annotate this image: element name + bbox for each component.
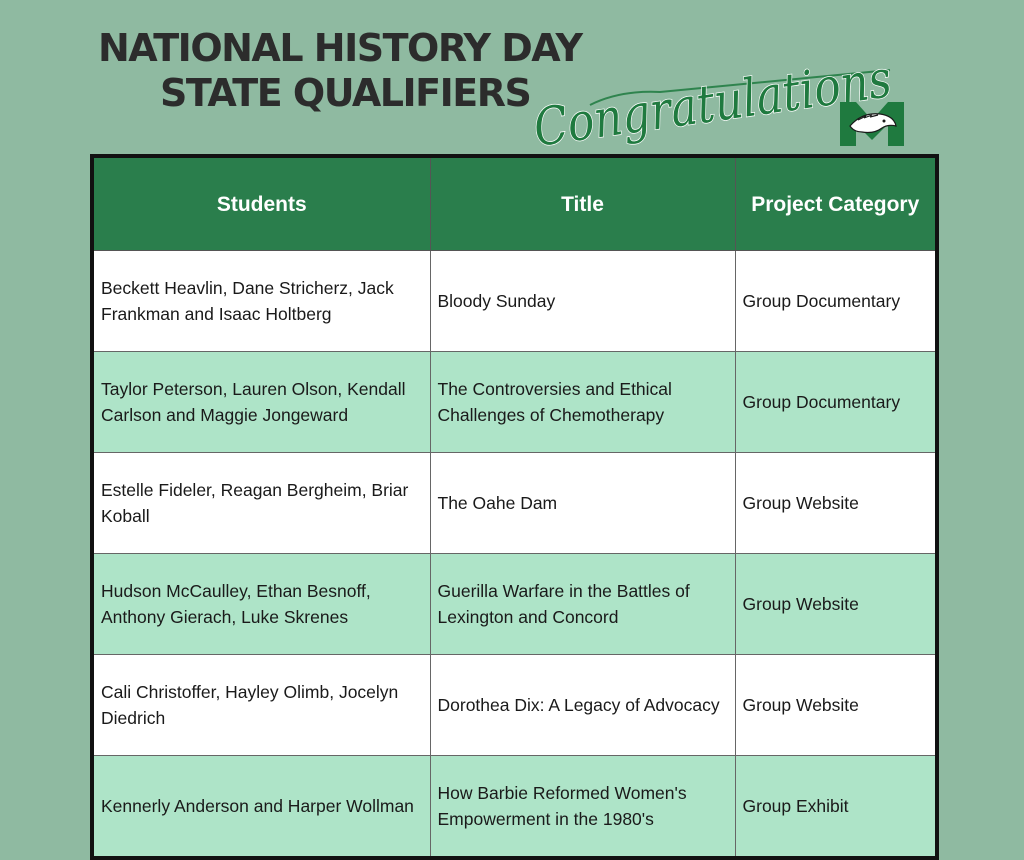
students-cell: Kennerly Anderson and Harper Wollman bbox=[92, 756, 430, 859]
students-cell: Hudson McCaulley, Ethan Besnoff, Anthony Gierach, Luke Skrenes bbox=[92, 554, 430, 655]
school-logo bbox=[838, 100, 906, 148]
table-row bbox=[92, 251, 937, 352]
category-cell: Group Exhibit bbox=[735, 756, 937, 859]
qualifiers-table bbox=[90, 154, 939, 860]
category-cell: Group Website bbox=[735, 554, 937, 655]
students-cell: Taylor Peterson, Lauren Olson, Kendall Carlson and Maggie Jongeward bbox=[92, 352, 430, 453]
header-title: Title bbox=[430, 156, 735, 251]
table-row bbox=[92, 453, 937, 554]
title-cell: Dorothea Dix: A Legacy of Advocacy bbox=[430, 655, 735, 756]
table-row bbox=[92, 554, 937, 655]
category-cell: Group Website bbox=[735, 655, 937, 756]
heading-line-2: STATE QUALIFIERS bbox=[160, 71, 531, 115]
students-cell: Beckett Heavlin, Dane Stricherz, Jack Frankman and Isaac Holtberg bbox=[92, 251, 430, 352]
title-cell: Guerilla Warfare in the Battles of Lexington and Concord bbox=[430, 554, 735, 655]
title-cell: How Barbie Reformed Women's Empowerment in the 1980's bbox=[430, 756, 735, 859]
header-project-category: Project Category bbox=[735, 156, 937, 251]
title-cell: The Oahe Dam bbox=[430, 453, 735, 554]
table-row bbox=[92, 352, 937, 453]
table-header-row bbox=[92, 156, 937, 251]
category-cell: Group Documentary bbox=[735, 352, 937, 453]
table-row bbox=[92, 756, 937, 859]
title-cell: The Controversies and Ethical Challenges of Chemotherapy bbox=[430, 352, 735, 453]
heading-line-1: NATIONAL HISTORY DAY bbox=[98, 26, 582, 70]
students-cell: Estelle Fideler, Reagan Bergheim, Briar Koball bbox=[92, 453, 430, 554]
congratulations-text: Congratulations bbox=[530, 40, 960, 159]
table-row bbox=[92, 655, 937, 756]
category-cell: Group Website bbox=[735, 453, 937, 554]
students-cell: Cali Christoffer, Hayley Olimb, Jocelyn Diedrich bbox=[92, 655, 430, 756]
title-cell: Bloody Sunday bbox=[430, 251, 735, 352]
category-cell: Group Documentary bbox=[735, 251, 937, 352]
header-students: Students bbox=[92, 156, 430, 251]
